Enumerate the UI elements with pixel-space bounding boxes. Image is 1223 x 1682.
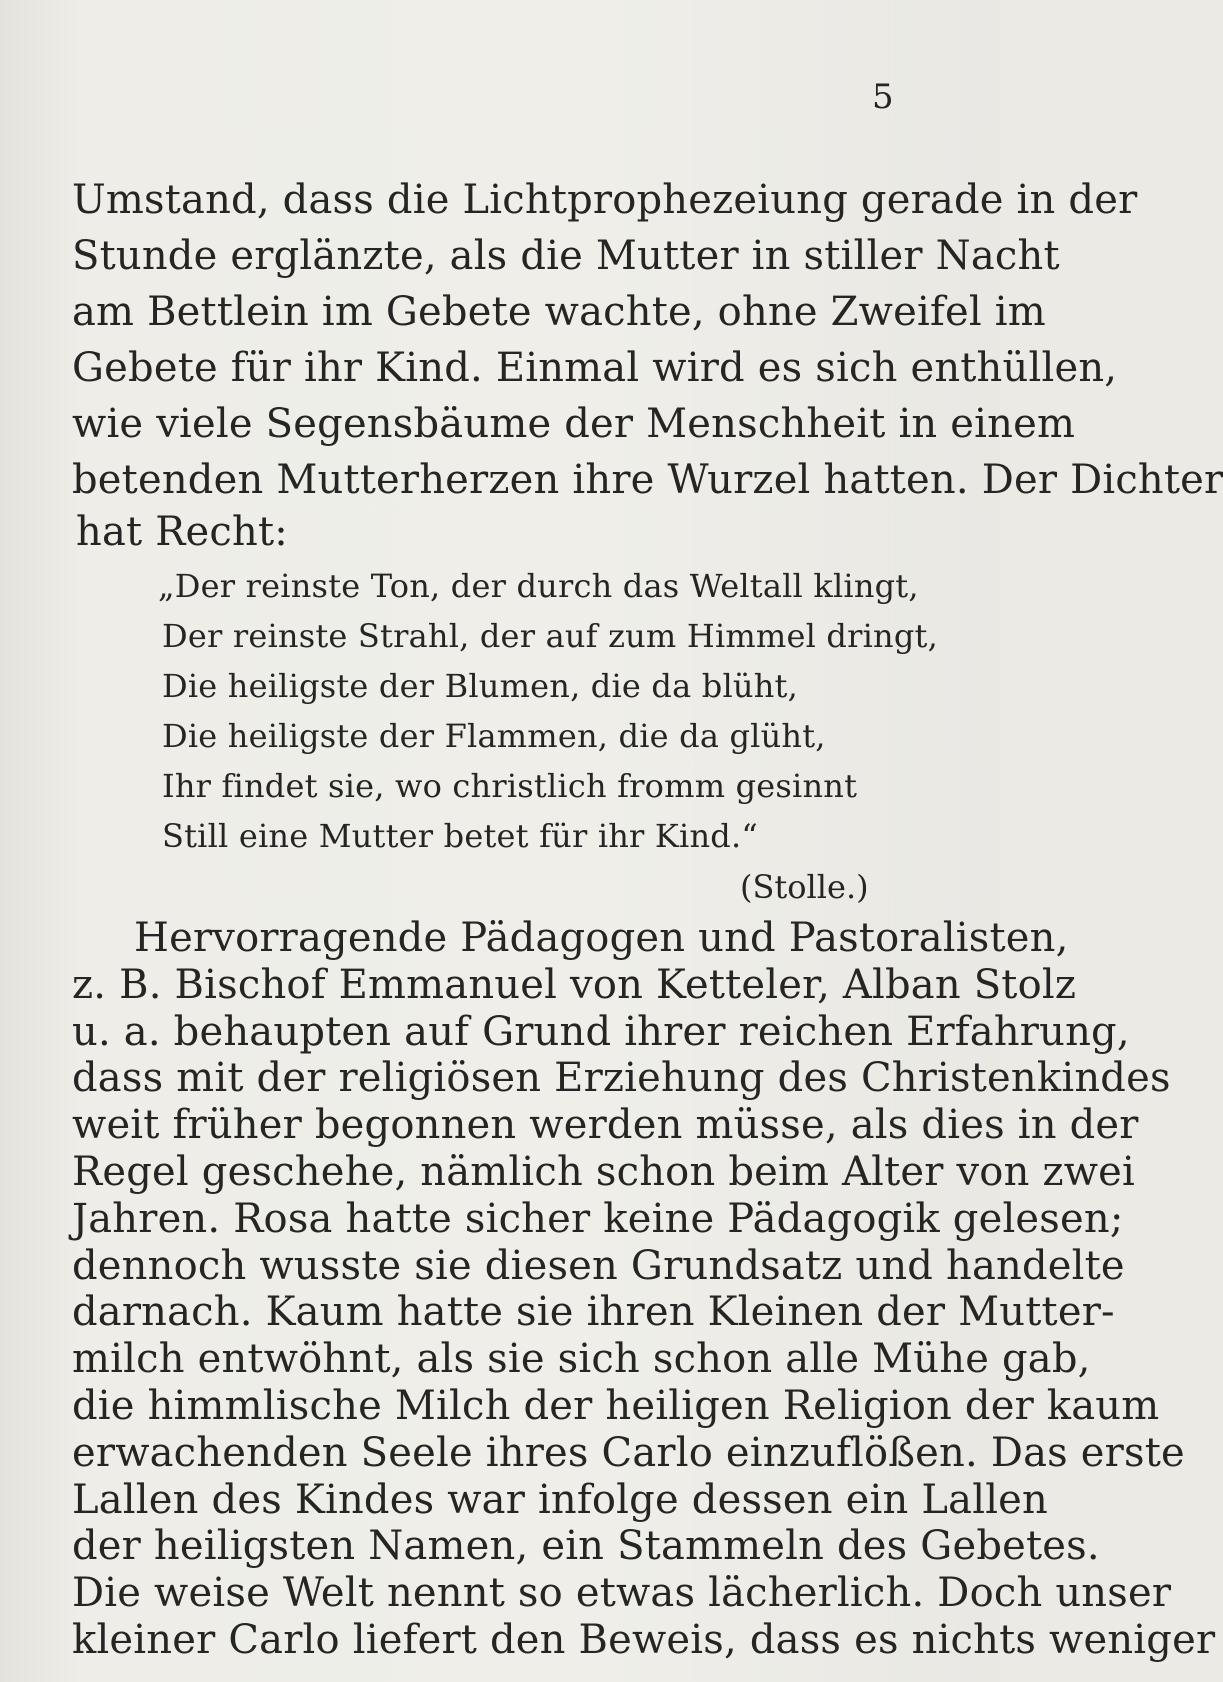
text-line: Umstand, dass die Lichtprophezeiung gerade in der: [72, 177, 1138, 223]
text-line: weit früher begonnen werden müsse, als dies in der: [72, 1102, 1139, 1148]
text-line: betenden Mutterherzen ihre Wurzel hatten. Der Dichter: [72, 457, 1223, 503]
verse-line: Ihr findet sie, wo christlich fromm gesinnt: [162, 767, 858, 805]
verse-line: Still eine Mutter betet für ihr Kind.“: [162, 817, 758, 855]
text-line: erwachenden Seele ihres Carlo einzuflößen. Das erste: [72, 1430, 1185, 1476]
verse-attribution: (Stolle.): [740, 868, 869, 906]
text-line: Lallen des Kindes war infolge dessen ein Lallen: [72, 1477, 1049, 1523]
text-line: dennoch wusste sie diesen Grundsatz und handelte: [72, 1243, 1125, 1289]
text-line: Stunde erglänzte, als die Mutter in stiller Nacht: [72, 233, 1060, 279]
verse-line: Die heiligste der Flammen, die da glüht,: [162, 717, 826, 755]
text-line: Hervorragende Pädagogen und Pastoralisten,: [134, 915, 1069, 961]
text-line: dass mit der religiösen Erziehung des Christenkindes: [72, 1055, 1171, 1101]
text-line: am Bettlein im Gebete wachte, ohne Zweifel im: [72, 289, 1046, 335]
text-line: Die weise Welt nennt so etwas lächerlich. Doch unser: [72, 1570, 1172, 1616]
text-line: darnach. Kaum hatte sie ihren Kleinen der Mutter-: [72, 1289, 1115, 1335]
text-line: der heiligsten Namen, ein Stammeln des Gebetes.: [72, 1523, 1100, 1569]
text-line: Regel geschehe, nämlich schon beim Alter von zwei: [72, 1149, 1136, 1195]
text-line: kleiner Carlo liefert den Beweis, dass es nichts weniger: [72, 1617, 1216, 1663]
text-line: Jahren. Rosa hatte sicher keine Pädagogik gelesen;: [72, 1196, 1124, 1242]
text-line: die himmlische Milch der heiligen Religion der kaum: [72, 1383, 1160, 1429]
text-line: z. B. Bischof Emmanuel von Ketteler, Alban Stolz: [72, 962, 1077, 1008]
text-line: hat Recht:: [76, 509, 288, 555]
verse-line: Die heiligste der Blumen, die da blüht,: [162, 667, 798, 705]
text-line: wie viele Segensbäume der Menschheit in einem: [72, 401, 1076, 447]
page-number: 5: [872, 77, 894, 117]
text-line: milch entwöhnt, als sie sich schon alle Mühe gab,: [72, 1336, 1091, 1382]
verse-line: „Der reinste Ton, der durch das Weltall klingt,: [158, 567, 919, 605]
verse-line: Der reinste Strahl, der auf zum Himmel dringt,: [162, 617, 938, 655]
text-line: Gebete für ihr Kind. Einmal wird es sich enthüllen,: [72, 345, 1118, 391]
text-line: u. a. behaupten auf Grund ihrer reichen Erfahrung,: [72, 1009, 1130, 1055]
